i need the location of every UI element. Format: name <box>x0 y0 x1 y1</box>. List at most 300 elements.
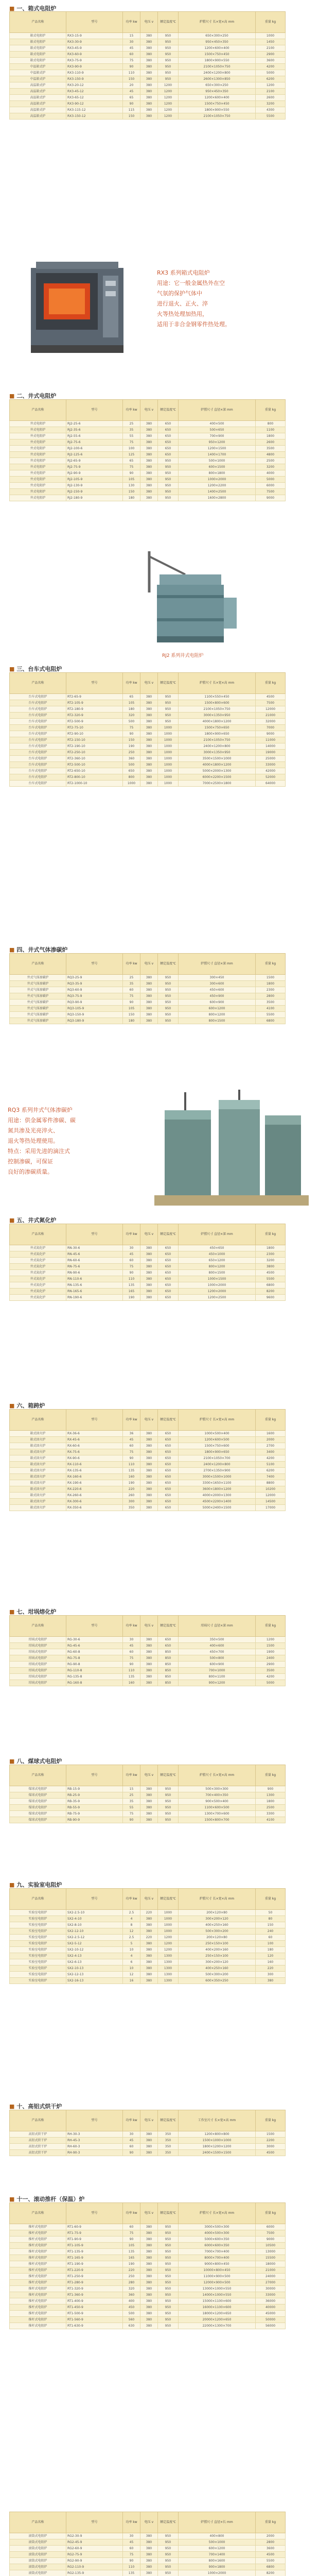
table-cell: 450×650 <box>179 1245 256 1251</box>
table-cell: 推杆式电阻炉 <box>10 2274 66 2280</box>
table-cell: 900 <box>256 1786 286 1792</box>
table-row <box>10 731 286 737</box>
table-cell: 台车式电阻炉 <box>10 756 66 762</box>
table-cell: 950 <box>158 2564 179 2570</box>
table-cell: 650 <box>158 433 179 439</box>
bullet-icon: ■ <box>9 1402 15 1409</box>
table-cell: 9000 <box>256 2236 286 2243</box>
table-cell: 380 <box>140 1462 158 1468</box>
table-cell: 300 <box>123 1499 140 1505</box>
table-cell: 滚筒式电阻炉 <box>10 2558 66 2564</box>
table-cell: 600×1200 <box>179 1006 256 1012</box>
table-cell: 950×450×350 <box>179 39 256 45</box>
table-cell: 950 <box>158 981 179 987</box>
table-cell: SX2-12-10 <box>66 1928 123 1935</box>
table-cell: 5000×2400×1500 <box>179 1505 256 1511</box>
table-cell: RJ2-100-6 <box>66 446 123 452</box>
table-row <box>10 1295 286 1301</box>
table-cell: 110 <box>123 1276 140 1282</box>
table-row <box>10 719 286 725</box>
section-title-text: 二、井式电阻炉 <box>16 393 57 399</box>
table-cell: 3800 <box>256 1264 286 1270</box>
table-cell: RN-110-6 <box>66 1276 123 1282</box>
table-cell: 1200 <box>158 113 179 120</box>
table-cell: 380 <box>140 700 158 706</box>
table-cell: 90 <box>123 999 140 1006</box>
table-cell: 7000 <box>256 725 286 731</box>
table-cell: 井式电阻炉 <box>10 483 66 489</box>
table-cell: RH-45-3 <box>66 2138 123 2144</box>
table-cell: 260 <box>123 1493 140 1499</box>
product-photo <box>129 546 247 649</box>
table-row <box>10 433 286 439</box>
table-cell: 110 <box>123 2564 140 2570</box>
table-cell: 600×1200 <box>179 2546 256 2552</box>
table-row <box>10 774 286 781</box>
table-row <box>10 1012 286 1018</box>
table-cell: 400×800 <box>179 2533 256 2539</box>
table-row <box>10 694 286 700</box>
table-row <box>10 1799 286 1805</box>
table-cell: 380 <box>140 2552 158 2558</box>
table-cell: RT2-800-10 <box>66 774 123 781</box>
table-cell: 560 <box>123 2317 140 2323</box>
table-cell: 380 <box>140 1270 158 1276</box>
table-cell: 950 <box>158 2236 179 2243</box>
table-row <box>10 2317 286 2323</box>
table-cell: 500×1000 <box>179 458 256 464</box>
table-cell: 煤球式电阻炉 <box>10 1817 66 1823</box>
table-row <box>10 45 286 52</box>
table-header-cell: 型号 <box>66 2512 123 2533</box>
table-cell: 2000 <box>256 2533 286 2539</box>
table-cell: 1900 <box>256 1649 286 1655</box>
table-cell: 1200×600×400 <box>179 45 256 52</box>
table-cell: 150 <box>256 1922 286 1928</box>
table-cell: 20000×1200×650 <box>179 2317 256 2323</box>
table-cell: 650 <box>158 1493 179 1499</box>
table-row <box>10 1786 286 1792</box>
table-cell: RT2-500-9 <box>66 719 123 725</box>
table-row <box>10 2267 286 2274</box>
spec-table <box>9 1888 286 1984</box>
table-cell: 1000 <box>158 725 179 731</box>
table-cell: 箱式回火炉 <box>10 1449 66 1455</box>
table-header-cell: 电压 v <box>140 2512 158 2533</box>
table-cell: 950 <box>158 70 179 76</box>
table-row <box>10 427 286 433</box>
table-cell: 650 <box>158 421 179 427</box>
table-cell: 16 <box>123 1978 140 1984</box>
table-cell: RX3-45-9 <box>66 45 123 52</box>
table-cell: 坩埚式电阻炉 <box>10 1674 66 1680</box>
table-cell: 1300 <box>256 1792 286 1799</box>
table-cell: 2800 <box>256 2539 286 2546</box>
table-cell: 2400 <box>256 1655 286 1662</box>
table-row <box>10 2236 286 2243</box>
table-cell: 实验室电阻炉 <box>10 1959 66 1965</box>
section-title <box>9 1401 45 1410</box>
table-cell: 950×450×350 <box>179 89 256 95</box>
table-cell: 90 <box>123 1270 140 1276</box>
table-cell: 1800×900×650 <box>179 1449 256 1455</box>
table-cell: 380 <box>140 427 158 433</box>
table-cell: 135 <box>123 2570 140 2576</box>
table-cell: RH-60-3 <box>66 2144 123 2150</box>
table-cell: 6000×600×350 <box>179 2243 256 2249</box>
table-cell: 台车式电阻炉 <box>10 731 66 737</box>
table-cell: 380 <box>140 2230 158 2236</box>
table-row <box>10 39 286 45</box>
table-cell: RX3-15-9 <box>66 33 123 39</box>
table-row <box>10 1662 286 1668</box>
table-cell: 8200 <box>256 2570 286 2576</box>
table-cell: 380 <box>140 1018 158 1024</box>
table-cell: 4000×500×300 <box>179 2230 256 2236</box>
table-cell: 380 <box>140 1799 158 1805</box>
table-row <box>10 477 286 483</box>
table-cell: 3200 <box>256 464 286 470</box>
table-cell: 110 <box>123 1462 140 1468</box>
table-header-cell: 重量 kg <box>256 12 286 33</box>
table-cell: RT1-190-9 <box>66 2261 123 2267</box>
table-cell: 1200×2000 <box>179 1289 256 1295</box>
table-cell: 12 <box>123 1972 140 1978</box>
table-row <box>10 756 286 762</box>
table-cell: 实验室电阻炉 <box>10 1941 66 1947</box>
table-cell: 250×150×100 <box>179 1953 256 1959</box>
table-cell: 600×1500 <box>179 464 256 470</box>
table-cell: RH-30-3 <box>66 2131 123 2138</box>
table-cell: 30 <box>123 1245 140 1251</box>
table-cell: RG2-110-9 <box>66 2564 123 2570</box>
table-cell: 380 <box>140 1295 158 1301</box>
table-cell: 7400 <box>256 1474 286 1480</box>
table-cell: 650 <box>158 1486 179 1493</box>
table-cell: 220 <box>256 1965 286 1972</box>
section-title <box>9 1757 62 1765</box>
table-cell: 2300 <box>256 987 286 993</box>
table-cell: 1000×2000 <box>179 2570 256 2576</box>
table-cell: 高温箱式炉 <box>10 89 66 95</box>
table-cell: RT1-400-9 <box>66 2298 123 2304</box>
table-cell: 380 <box>140 2131 158 2138</box>
table-cell: 65 <box>123 694 140 700</box>
table-header-cell: 型号 <box>66 1410 123 1431</box>
table-cell: 380 <box>140 1264 158 1270</box>
table-cell: 300 <box>256 1972 286 1978</box>
table-cell: 35 <box>123 981 140 987</box>
table-cell: 380 <box>140 999 158 1006</box>
table-cell: 45 <box>123 1251 140 1258</box>
table-cell: RG-75-8 <box>66 1655 123 1662</box>
table-cell: 950 <box>158 2317 179 2323</box>
table-row <box>10 2304 286 2311</box>
table-cell: SX2-5-12 <box>66 1941 123 1947</box>
table-header-cell: 重量 kg <box>256 2110 286 2131</box>
table-header-cell: 重量 kg <box>256 1889 286 1910</box>
bullet-icon: ■ <box>9 1882 15 1888</box>
table-cell: 650 <box>158 1443 179 1449</box>
table-cell: 4 <box>123 1916 140 1922</box>
product-note: RX3 系列箱式电阻炉 用途：它一般金属热外在空 气氛的保护气体中 进行退火、正火、淬 火等热处理加热用， 适用于非合金钢零件热处理。 <box>157 269 231 328</box>
table-cell: 250 <box>123 750 140 756</box>
table-cell: 5000 <box>256 70 286 76</box>
table-cell: 190 <box>123 2261 140 2267</box>
table-row <box>10 439 286 446</box>
table-cell: 700×1000 <box>179 1668 256 1674</box>
table-cell: 坩埚式电阻炉 <box>10 1643 66 1649</box>
table-cell: 950 <box>158 2311 179 2317</box>
table-cell: 1000 <box>158 762 179 768</box>
table-cell: 台车式电阻炉 <box>10 694 66 700</box>
table-cell: 380 <box>140 1486 158 1493</box>
table-header-cell: 额定温度℃ <box>158 1616 179 1637</box>
table-cell: 380 <box>140 2243 158 2249</box>
table-cell: 4500 <box>256 2150 286 2156</box>
table-cell: 380 <box>140 1637 158 1643</box>
table-cell: 950 <box>158 2224 179 2230</box>
bullet-icon: ■ <box>9 2196 15 2202</box>
table-cell: RX-75-6 <box>66 1449 123 1455</box>
table-cell: 380 <box>140 1449 158 1455</box>
section-title <box>9 2504 11 2511</box>
table-cell: 3000×1350×950 <box>179 713 256 719</box>
table-cell: 18000×1200×650 <box>179 2311 256 2317</box>
table-cell: 实验室电阻炉 <box>10 1953 66 1959</box>
table-cell: 1200 <box>158 101 179 107</box>
table-row <box>10 2533 286 2539</box>
table-header-row <box>10 1224 286 1245</box>
table-cell: 高铝式烘干炉 <box>10 2144 66 2150</box>
table-cell: 10 <box>123 1947 140 1953</box>
table-cell: SX2-4-13 <box>66 1953 123 1959</box>
table-cell: RT1-75-9 <box>66 2230 123 2236</box>
table-cell: RQ3-75-9 <box>66 993 123 999</box>
section-title <box>9 945 67 954</box>
table-cell: 800×1200 <box>179 1012 256 1018</box>
table-cell: 1000×500×400 <box>179 1431 256 1437</box>
table-row <box>10 1264 286 1270</box>
table-cell: 5000×600×350 <box>179 2236 256 2243</box>
table-cell: 1000 <box>158 768 179 774</box>
table-cell: RX3-90-9 <box>66 64 123 70</box>
table-cell: 650 <box>158 1245 179 1251</box>
table-header-cell: 功率 kw <box>123 1410 140 1431</box>
table-cell: 380 <box>140 2150 158 2156</box>
table-cell: 500×650 <box>179 427 256 433</box>
table-cell: 2100×1050×750 <box>179 113 256 120</box>
table-cell: 4500×2200×1400 <box>179 1499 256 1505</box>
table-header-cell: 型号 <box>66 673 123 694</box>
table-cell: 100 <box>256 1941 286 1947</box>
table-cell: 90 <box>123 64 140 70</box>
table-cell: 55 <box>123 1805 140 1811</box>
table-cell: 45 <box>123 89 140 95</box>
table-cell: 380 <box>140 993 158 999</box>
table-cell: 33000 <box>256 762 286 768</box>
table-header-cell: 产品名称 <box>10 673 66 694</box>
table-cell: 井式氮化炉 <box>10 1295 66 1301</box>
table-cell: 30 <box>123 2533 140 2539</box>
section-title <box>9 1607 56 1616</box>
table-cell: 井式氮化炉 <box>10 1245 66 1251</box>
table-row <box>10 1668 286 1674</box>
table-cell: RT1-105-9 <box>66 2243 123 2249</box>
table-row <box>10 58 286 64</box>
table-cell: 900×1800 <box>179 2564 256 2570</box>
table-cell: 1200 <box>256 1637 286 1643</box>
table-cell: 井式电阻炉 <box>10 439 66 446</box>
table-row <box>10 1468 286 1474</box>
table-row <box>10 993 286 999</box>
table-row <box>10 706 286 713</box>
table-row <box>10 981 286 987</box>
table-cell: 300×600 <box>179 981 256 987</box>
table-header-cell: 型号 <box>66 1765 123 1786</box>
table-cell: 2000 <box>256 1437 286 1443</box>
table-row <box>10 470 286 477</box>
table-row <box>10 2274 286 2280</box>
table-cell: 75 <box>123 58 140 64</box>
table-cell: 1000 <box>158 1910 179 1916</box>
table-cell: 650 <box>158 1258 179 1264</box>
table-cell: SX2-16-13 <box>66 1978 123 1984</box>
table-header-cell: 电压 v <box>140 12 158 33</box>
table-cell: 1200 <box>256 82 286 89</box>
table-cell: 800 <box>256 421 286 427</box>
table-cell: 950 <box>158 2286 179 2292</box>
table-cell: 400×250×160 <box>179 1922 256 1928</box>
table-cell: 箱式回火炉 <box>10 1499 66 1505</box>
table-row <box>10 2131 286 2138</box>
table-header-cell: 产品名称 <box>10 1616 66 1637</box>
table-cell: 360 <box>123 2292 140 2298</box>
table-cell: 60 <box>123 987 140 993</box>
table-row <box>10 1505 286 1511</box>
table-cell: 2900 <box>256 1662 286 1668</box>
table-cell: 3000×500×300 <box>179 2224 256 2230</box>
table-cell: RN-190-6 <box>66 1295 123 1301</box>
table-cell: 950 <box>158 1805 179 1811</box>
bullet-icon: ■ <box>9 1217 15 1224</box>
table-row <box>10 2230 286 2236</box>
table-cell: 井式氮化炉 <box>10 1270 66 1276</box>
table-row <box>10 1499 286 1505</box>
table-cell: 950 <box>158 2552 179 2558</box>
table-cell: 220 <box>140 1910 158 1916</box>
table-row <box>10 2323 286 2329</box>
table-cell: 3500 <box>256 1668 286 1674</box>
table-cell: 150 <box>123 737 140 743</box>
table-cell: RX3-150-12 <box>66 113 123 120</box>
table-cell: 4000×1800×1200 <box>179 762 256 768</box>
table-cell: 2.5 <box>123 1935 140 1941</box>
table-cell: 井式氮化炉 <box>10 1264 66 1270</box>
table-header-row <box>10 2110 286 2131</box>
table-cell: 17000 <box>256 1505 286 1511</box>
table-cell: 650 <box>158 1270 179 1276</box>
bullet-icon: ■ <box>9 946 15 953</box>
table-cell: 箱式回火炉 <box>10 1505 66 1511</box>
table-cell: 380 <box>140 1972 158 1978</box>
table-cell: 380 <box>140 1443 158 1449</box>
table-header-cell: 功率 kw <box>123 673 140 694</box>
table-cell: 700×1400 <box>179 2552 256 2558</box>
table-cell: 950 <box>158 2533 179 2539</box>
table-cell: 1200×600×400 <box>179 95 256 101</box>
table-cell: 井式氮化炉 <box>10 1282 66 1289</box>
table-cell: RT2-75-10 <box>66 725 123 731</box>
table-cell: 850 <box>158 1649 179 1655</box>
table-row <box>10 1637 286 1643</box>
table-header-cell: 重量 kg <box>256 954 286 975</box>
table-cell: 1200×600×500 <box>179 1437 256 1443</box>
table-cell: 650 <box>158 427 179 433</box>
table-header-cell: 产品名称 <box>10 1410 66 1431</box>
table-cell: 250×150×100 <box>179 1941 256 1947</box>
table-cell: 45 <box>123 2138 140 2144</box>
table-header-row <box>10 1410 286 1431</box>
table-cell: 台车式电阻炉 <box>10 713 66 719</box>
table-row <box>10 762 286 768</box>
table-cell: RQ3-180-9 <box>66 1018 123 1024</box>
table-header-row <box>10 954 286 975</box>
table-cell: 13000×1000×550 <box>179 2286 256 2292</box>
table-cell: 110 <box>123 70 140 76</box>
table-cell: 650 <box>158 439 179 446</box>
table-cell: 115 <box>123 107 140 113</box>
table-cell: 380 <box>140 2298 158 2304</box>
table-cell: 7500 <box>256 700 286 706</box>
table-cell: 1000 <box>158 1922 179 1928</box>
table-cell: 350×500 <box>179 1637 256 1643</box>
table-cell: 950 <box>158 1799 179 1805</box>
table-row <box>10 743 286 750</box>
table-cell: RT1-135-9 <box>66 2249 123 2255</box>
table-cell: RX3-90-12 <box>66 101 123 107</box>
section-title <box>9 392 56 400</box>
table-cell: 800×1500 <box>179 1270 256 1276</box>
table-cell: 推杆式电阻炉 <box>10 2280 66 2286</box>
table-cell: 箱式电阻炉 <box>10 39 66 45</box>
table-cell: 900×500×400 <box>179 1799 256 1805</box>
table-cell: 150 <box>123 76 140 82</box>
table-cell: 380 <box>140 2286 158 2292</box>
table-header-cell: 额定温度℃ <box>158 954 179 975</box>
table-cell: RJ2-55-6 <box>66 433 123 439</box>
table-header-cell: 产品名称 <box>10 2110 66 2131</box>
table-cell: RB-75-9 <box>66 1811 123 1817</box>
table-header-cell: 炉膛尺寸 长×宽×高 mm <box>179 1889 256 1910</box>
table-cell: 25000 <box>256 756 286 762</box>
table-row <box>10 452 286 458</box>
table-cell: 380 <box>140 433 158 439</box>
table-cell: 1000 <box>158 750 179 756</box>
section-title-text: 一、箱式电阻炉 <box>16 5 57 12</box>
table-row <box>10 999 286 1006</box>
table-cell: RX3-45-12 <box>66 89 123 95</box>
table-cell: 3400 <box>256 1449 286 1455</box>
table-header-cell: 重量 kg <box>256 400 286 421</box>
table-row <box>10 33 286 39</box>
table-cell: 1000 <box>158 1916 179 1922</box>
table-cell: 380 <box>140 2292 158 2298</box>
table-cell: 1500×800×700 <box>179 1817 256 1823</box>
table-cell: RQ3-35-9 <box>66 981 123 987</box>
table-cell: 500×300×200 <box>179 1972 256 1978</box>
table-cell: 950 <box>158 39 179 45</box>
